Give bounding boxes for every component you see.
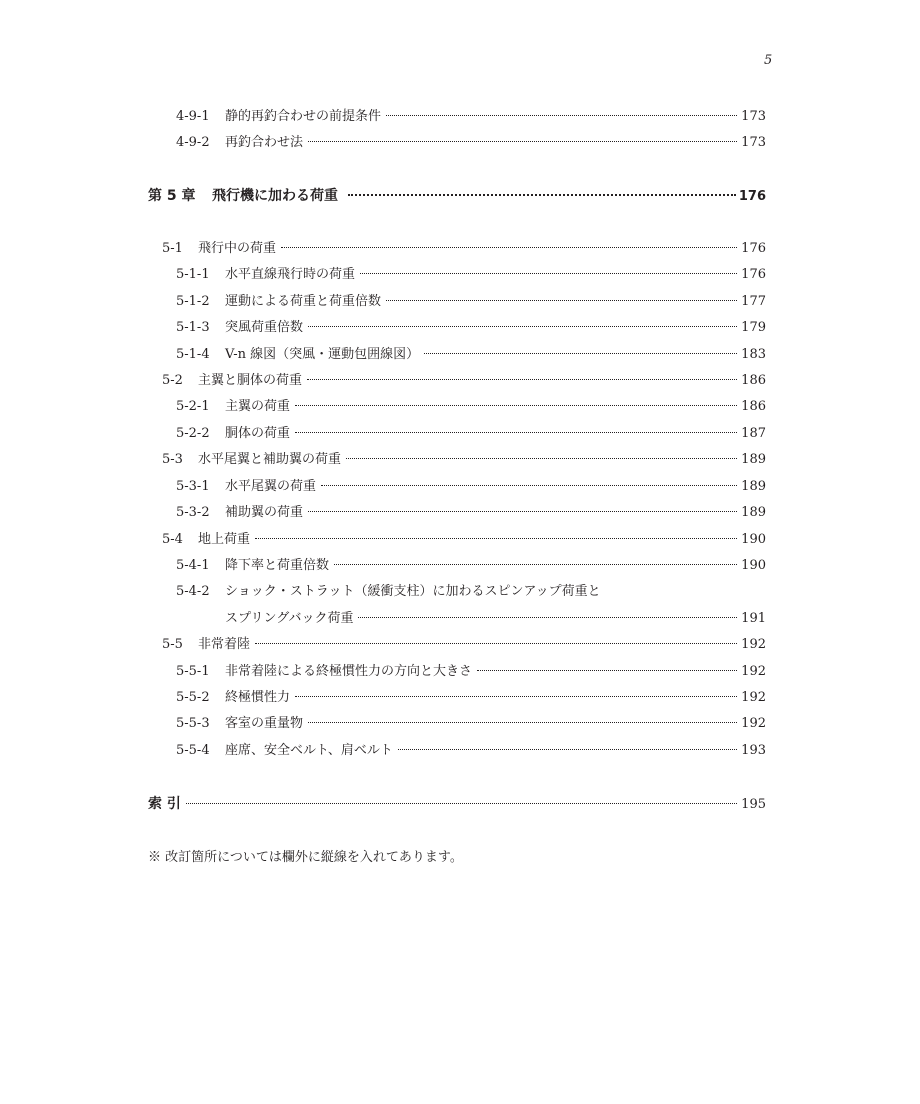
page-ref: 183	[741, 347, 766, 362]
toc-entry[interactable]	[0, 477, 766, 497]
leader-dots	[398, 749, 737, 750]
page-ref: 191	[741, 611, 766, 626]
leader-dots	[386, 300, 737, 301]
section-title: V-n 線図（突風・運動包囲線図）	[225, 347, 420, 362]
section-title: 飛行中の荷重	[198, 241, 277, 256]
section-title: 主翼の荷重	[225, 399, 291, 414]
section-number: 5-5-4	[176, 743, 210, 758]
section-number: 5-5	[162, 637, 183, 652]
leader-dots	[346, 458, 737, 459]
toc-entry[interactable]	[0, 371, 766, 391]
section-number: 4-9-1	[176, 109, 210, 124]
toc-entry[interactable]	[0, 239, 766, 259]
section-number: 5-5-1	[176, 664, 210, 679]
index-entry[interactable]	[0, 794, 766, 814]
toc-entry[interactable]	[0, 292, 766, 312]
section-number: 5-5-3	[176, 716, 210, 731]
leader-dots	[358, 617, 737, 618]
section-title: 再釣合わせ法	[225, 135, 304, 150]
toc-entry-multiline[interactable]	[0, 582, 766, 602]
leader-dots	[308, 722, 737, 723]
page-ref: 176	[741, 267, 766, 282]
leader-dots	[308, 326, 737, 327]
section-title-continued: スプリングバック荷重	[225, 611, 354, 626]
toc-entry[interactable]	[0, 503, 766, 523]
section-title: 非常着陸による終極慣性力の方向と大きさ	[225, 664, 473, 679]
section-number: 5-3	[162, 452, 183, 467]
section-number: 5-1-1	[176, 267, 210, 282]
section-title: 客室の重量物	[225, 716, 304, 731]
section-title: 水平尾翼の荷重	[225, 479, 317, 494]
page-ref: 176	[741, 241, 766, 256]
section-title: 運動による荷重と荷重倍数	[225, 294, 382, 309]
toc-entry[interactable]	[0, 688, 766, 708]
leader-dots	[360, 273, 737, 274]
leader-dots	[255, 538, 737, 539]
section-title: 静的再釣合わせの前提条件	[225, 109, 382, 124]
section-number: 5-4	[162, 532, 183, 547]
section-title: 座席、安全ベルト、肩ベルト	[225, 743, 393, 758]
section-number: 5-5-2	[176, 690, 210, 705]
section-title: 補助翼の荷重	[225, 505, 304, 520]
toc-entry[interactable]	[0, 714, 766, 734]
page-number: 5	[764, 53, 773, 68]
leader-dots	[386, 115, 737, 116]
chapter-heading[interactable]	[0, 186, 766, 206]
section-number: 5-3-1	[176, 479, 210, 494]
chapter-title: 飛行機に加わる荷重	[212, 188, 338, 204]
section-title: ショック・ストラット（緩衝支柱）に加わるスピンアップ荷重と	[225, 584, 601, 599]
leader-dots	[424, 353, 737, 354]
page-ref: 186	[741, 399, 766, 414]
leader-dots	[308, 511, 737, 512]
section-title: 胴体の荷重	[225, 426, 291, 441]
section-title: 主翼と胴体の荷重	[198, 373, 303, 388]
toc-entry[interactable]	[0, 556, 766, 576]
page-ref: 186	[741, 373, 766, 388]
page-ref: 195	[741, 797, 766, 812]
leader-dots	[295, 405, 737, 406]
toc-entry[interactable]	[0, 345, 766, 365]
page-ref: 192	[741, 690, 766, 705]
section-number: 5-1-4	[176, 347, 210, 362]
page-ref: 192	[741, 637, 766, 652]
section-number: 5-1	[162, 241, 183, 256]
toc-entry[interactable]	[0, 133, 766, 153]
leader-dots	[295, 432, 737, 433]
toc-entry-continuation[interactable]	[0, 609, 766, 629]
chapter-number: 第 5 章	[148, 188, 196, 204]
toc-entry[interactable]	[0, 397, 766, 417]
revision-note: ※ 改訂箇所については欄外に縦線を入れてあります。	[148, 850, 463, 865]
section-title: 地上荷重	[198, 532, 251, 547]
section-number: 5-2-2	[176, 426, 210, 441]
leader-dots	[186, 803, 737, 804]
page-ref: 177	[741, 294, 766, 309]
page-ref: 189	[741, 479, 766, 494]
leader-dots	[307, 379, 737, 380]
section-number: 5-4-2	[176, 584, 210, 599]
page-ref: 193	[741, 743, 766, 758]
toc-entry[interactable]	[0, 318, 766, 338]
toc-entry[interactable]	[0, 107, 766, 127]
toc-entry[interactable]	[0, 450, 766, 470]
section-number: 5-2-1	[176, 399, 210, 414]
toc-entry[interactable]	[0, 662, 766, 682]
section-number: 4-9-2	[176, 135, 210, 150]
toc-entry[interactable]	[0, 424, 766, 444]
toc-entry[interactable]	[0, 635, 766, 655]
section-number: 5-1-3	[176, 320, 210, 335]
section-title: 降下率と荷重倍数	[225, 558, 330, 573]
leader-dots	[255, 643, 737, 644]
section-number: 5-2	[162, 373, 183, 388]
page-ref: 176	[738, 189, 766, 204]
leader-dots	[477, 670, 737, 671]
page-ref: 189	[741, 452, 766, 467]
leader-dots	[308, 141, 737, 142]
section-number: 5-3-2	[176, 505, 210, 520]
page-ref: 189	[741, 505, 766, 520]
page-ref: 179	[741, 320, 766, 335]
section-number: 5-1-2	[176, 294, 210, 309]
leader-dots	[334, 564, 737, 565]
leader-dots	[281, 247, 737, 248]
leader-dots	[321, 485, 737, 486]
toc-entry[interactable]	[0, 265, 766, 285]
section-title: 突風荷重倍数	[225, 320, 304, 335]
page-ref: 173	[741, 109, 766, 124]
toc-entry[interactable]	[0, 530, 766, 550]
page-ref: 190	[741, 558, 766, 573]
page-ref: 190	[741, 532, 766, 547]
leader-dots	[295, 696, 737, 697]
section-title: 非常着陸	[198, 637, 251, 652]
toc-entry[interactable]	[0, 741, 766, 761]
page-ref: 192	[741, 664, 766, 679]
index-title: 索 引	[148, 796, 181, 812]
page-ref: 173	[741, 135, 766, 150]
section-title: 水平尾翼と補助翼の荷重	[198, 452, 342, 467]
leader-dots	[348, 194, 736, 196]
section-title: 水平直線飛行時の荷重	[225, 267, 356, 282]
section-number: 5-4-1	[176, 558, 210, 573]
page-ref: 187	[741, 426, 766, 441]
page-ref: 192	[741, 716, 766, 731]
section-title: 終極慣性力	[225, 690, 291, 705]
